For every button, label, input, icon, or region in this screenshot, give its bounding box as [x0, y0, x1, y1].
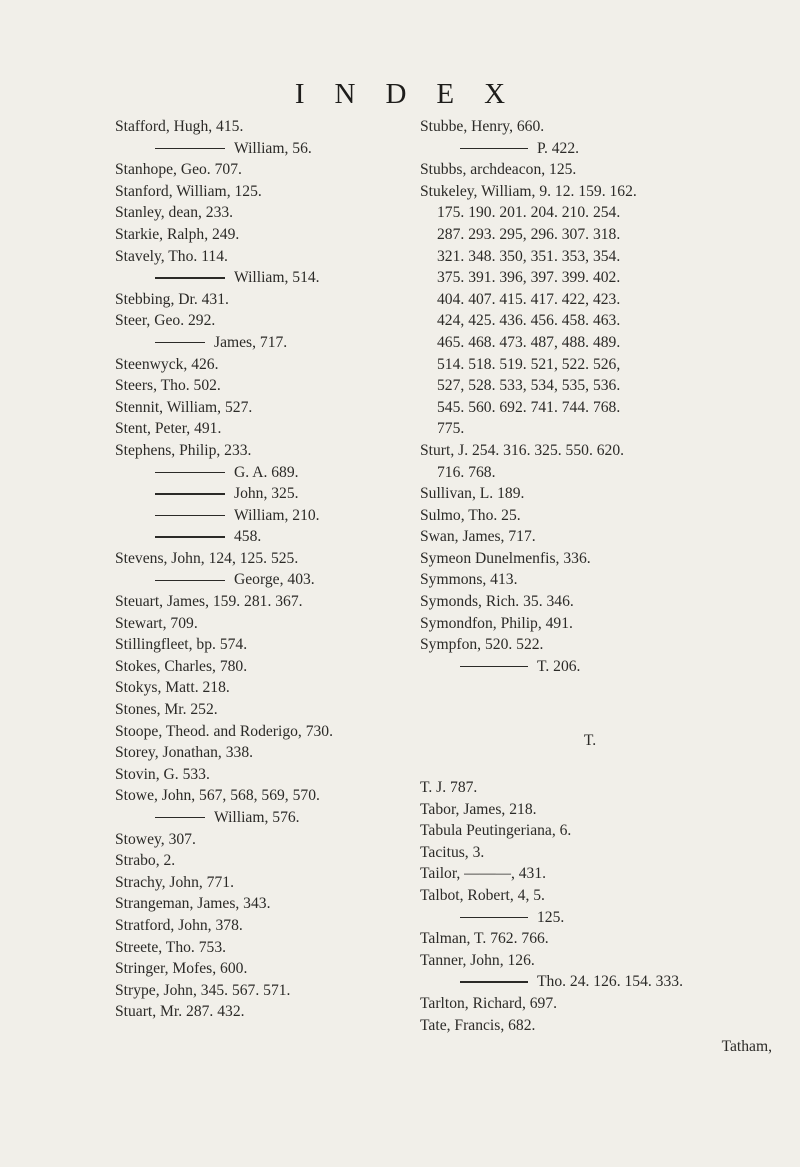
index-entry: 527, 528. 533, 534, 535, 536. [437, 377, 621, 395]
index-entry: Tailor, ———, 431. [420, 865, 547, 883]
index-entry: 514. 518. 519. 521, 522. 526, [437, 355, 621, 373]
index-entry: 545. 560. 692. 741. 744. 768. [437, 398, 621, 416]
page-title: INDEX [294, 78, 536, 110]
index-entry: T. J. 787. [420, 779, 478, 797]
index-entry [420, 907, 760, 929]
index-entry: Streete, Tho. 753. [115, 938, 227, 956]
index-entry: Strype, John, 345. 567. 571. [115, 981, 291, 999]
index-entry: Stanley, dean, 233. [115, 204, 234, 222]
index-entry: Steer, Geo. 292. [115, 312, 216, 330]
ditto-rule [155, 536, 225, 537]
index-entry [420, 971, 760, 993]
index-entry: Stovin, G. 533. [115, 765, 210, 783]
ditto-rule [460, 148, 528, 149]
index-entry: Talman, T. 762. 766. [420, 930, 549, 948]
index-entry: Stafford, Hugh, 415. [115, 118, 244, 135]
index-entry: Sturt, J. 254. 316. 325. 550. 620. [420, 441, 625, 459]
ditto-rule [155, 342, 205, 343]
index-entry-text: P. 422. [537, 139, 580, 157]
index-entry: Stent, Peter, 491. [115, 420, 222, 438]
index-entry: Stoope, Theod. and Roderigo, 730. [115, 722, 334, 740]
index-entry-text: William, 56. [234, 139, 312, 157]
index-entry [115, 483, 415, 505]
index-entry: Stanhope, Geo. 707. [115, 161, 242, 179]
index-entry [420, 138, 760, 160]
index-entry: Stephens, Philip, 233. [115, 441, 252, 459]
index-entry: Stewart, 709. [115, 614, 198, 632]
index-entry: Tabor, James, 218. [420, 800, 537, 818]
index-entry: Stubbe, Henry, 660. [420, 118, 545, 135]
index-entry: 716. 768. [437, 463, 496, 481]
index-entry-text: G. A. 689. [234, 463, 299, 481]
index-entry: Stokys, Matt. 218. [115, 679, 230, 697]
index-entry: Steuart, James, 159. 281. 367. [115, 593, 303, 611]
index-entry: 287. 293. 295, 296. 307. 318. [437, 225, 621, 243]
index-entry: Starkie, Ralph, 249. [115, 225, 240, 243]
index-entry: Symeon Dunelmenfis, 336. [420, 549, 591, 567]
index-entry: Stratford, John, 378. [115, 916, 243, 934]
index-entry: Strabo, 2. [115, 852, 176, 870]
index-entry-text: William, 514. [234, 269, 320, 287]
index-entry: Stones, Mr. 252. [115, 701, 218, 719]
index-entry: 465. 468. 473. 487, 488. 489. [437, 333, 621, 351]
index-entry [115, 569, 415, 591]
ditto-rule [155, 580, 225, 581]
index-entry [115, 332, 415, 354]
ditto-rule [155, 148, 225, 149]
index-entry: Stokes, Charles, 780. [115, 657, 248, 675]
section-heading: T. [583, 732, 597, 750]
index-column-left [115, 116, 415, 1023]
index-entry-text: Tho. 24. 126. 154. 333. [537, 973, 683, 991]
index-entry [115, 807, 415, 829]
index-entry: Talbot, Robert, 4, 5. [420, 887, 545, 904]
index-entry: 175. 190. 201. 204. 210. 254. [437, 204, 621, 222]
index-entry-text: John, 325. [234, 485, 299, 503]
index-entry: Tacitus, 3. [420, 843, 485, 861]
index-entry-text: William, 210. [234, 506, 320, 524]
ditto-rule [155, 493, 225, 494]
index-entry: Steenwyck, 426. [115, 355, 219, 373]
index-entry-text: T. 206. [537, 657, 581, 675]
index-entry [115, 267, 415, 289]
index-entry: 404. 407. 415. 417. 422, 423. [437, 290, 621, 308]
index-entry: Stringer, Mofes, 600. [115, 960, 248, 978]
ditto-rule [155, 817, 205, 818]
index-entry [115, 505, 415, 527]
index-entry: Symmons, 413. [420, 571, 518, 589]
ditto-rule [460, 917, 528, 918]
index-entry: Stavely, Tho. 114. [115, 247, 228, 265]
index-entry: Sympfon, 520. 522. [420, 636, 544, 654]
ditto-rule [460, 666, 528, 667]
index-entry: Stuart, Mr. 287. 432. [115, 1003, 245, 1021]
index-entry: Sulmo, Tho. 25. [420, 506, 521, 524]
index-entry [115, 526, 415, 548]
index-column-right [420, 116, 772, 1058]
index-entry: Stowe, John, 567, 568, 569, 570. [115, 787, 320, 805]
index-entry: Strangeman, James, 343. [115, 895, 271, 913]
index-entry [115, 462, 415, 484]
ditto-rule [155, 515, 225, 516]
index-entry: Stubbs, archdeacon, 125. [420, 161, 577, 179]
index-entry [115, 138, 415, 160]
index-entry [420, 656, 760, 678]
index-entry: Stebbing, Dr. 431. [115, 290, 229, 308]
index-entry: 321. 348. 350, 351. 353, 354. [437, 247, 621, 265]
index-entry: Symondfon, Philip, 491. [420, 614, 573, 632]
index-entry: Tanner, John, 126. [420, 951, 535, 969]
index-entry-text: George, 403. [234, 571, 315, 589]
index-entry: Stukeley, William, 9. 12. 159. 162. [420, 182, 637, 200]
index-entry: Stevens, John, 124, 125. 525. [115, 549, 299, 567]
index-entry: Strachy, John, 771. [115, 873, 234, 891]
index-entry: Steers, Tho. 502. [115, 377, 221, 395]
catchword: Tatham, [721, 1038, 772, 1056]
index-entry: 775. [437, 420, 465, 438]
ditto-rule [155, 277, 225, 278]
index-entry-text: 125. [537, 908, 565, 926]
index-entry: Sullivan, L. 189. [420, 485, 525, 503]
ditto-rule [460, 981, 528, 982]
index-entry-text: William, 576. [214, 809, 300, 826]
index-entry-text: 458. [234, 528, 262, 546]
index-entry: Tate, Francis, 682. [420, 1016, 536, 1034]
index-entry: Storey, Jonathan, 338. [115, 744, 254, 762]
index-entry: Stillingfleet, bp. 574. [115, 636, 248, 654]
index-entry: Tabula Peutingeriana, 6. [420, 822, 572, 840]
index-entry: Stennit, William, 527. [115, 398, 253, 416]
index-entry: Stanford, William, 125. [115, 182, 262, 200]
ditto-rule [155, 472, 225, 473]
index-entry: Tarlton, Richard, 697. [420, 994, 558, 1012]
index-entry: Swan, James, 717. [420, 528, 536, 546]
index-entry: 375. 391. 396, 397. 399. 402. [437, 269, 621, 287]
index-entry-text: James, 717. [214, 333, 288, 351]
index-entry: Stowey, 307. [115, 830, 196, 848]
index-entry: 424, 425. 436. 456. 458. 463. [437, 312, 621, 330]
index-entry: Symonds, Rich. 35. 346. [420, 593, 574, 611]
